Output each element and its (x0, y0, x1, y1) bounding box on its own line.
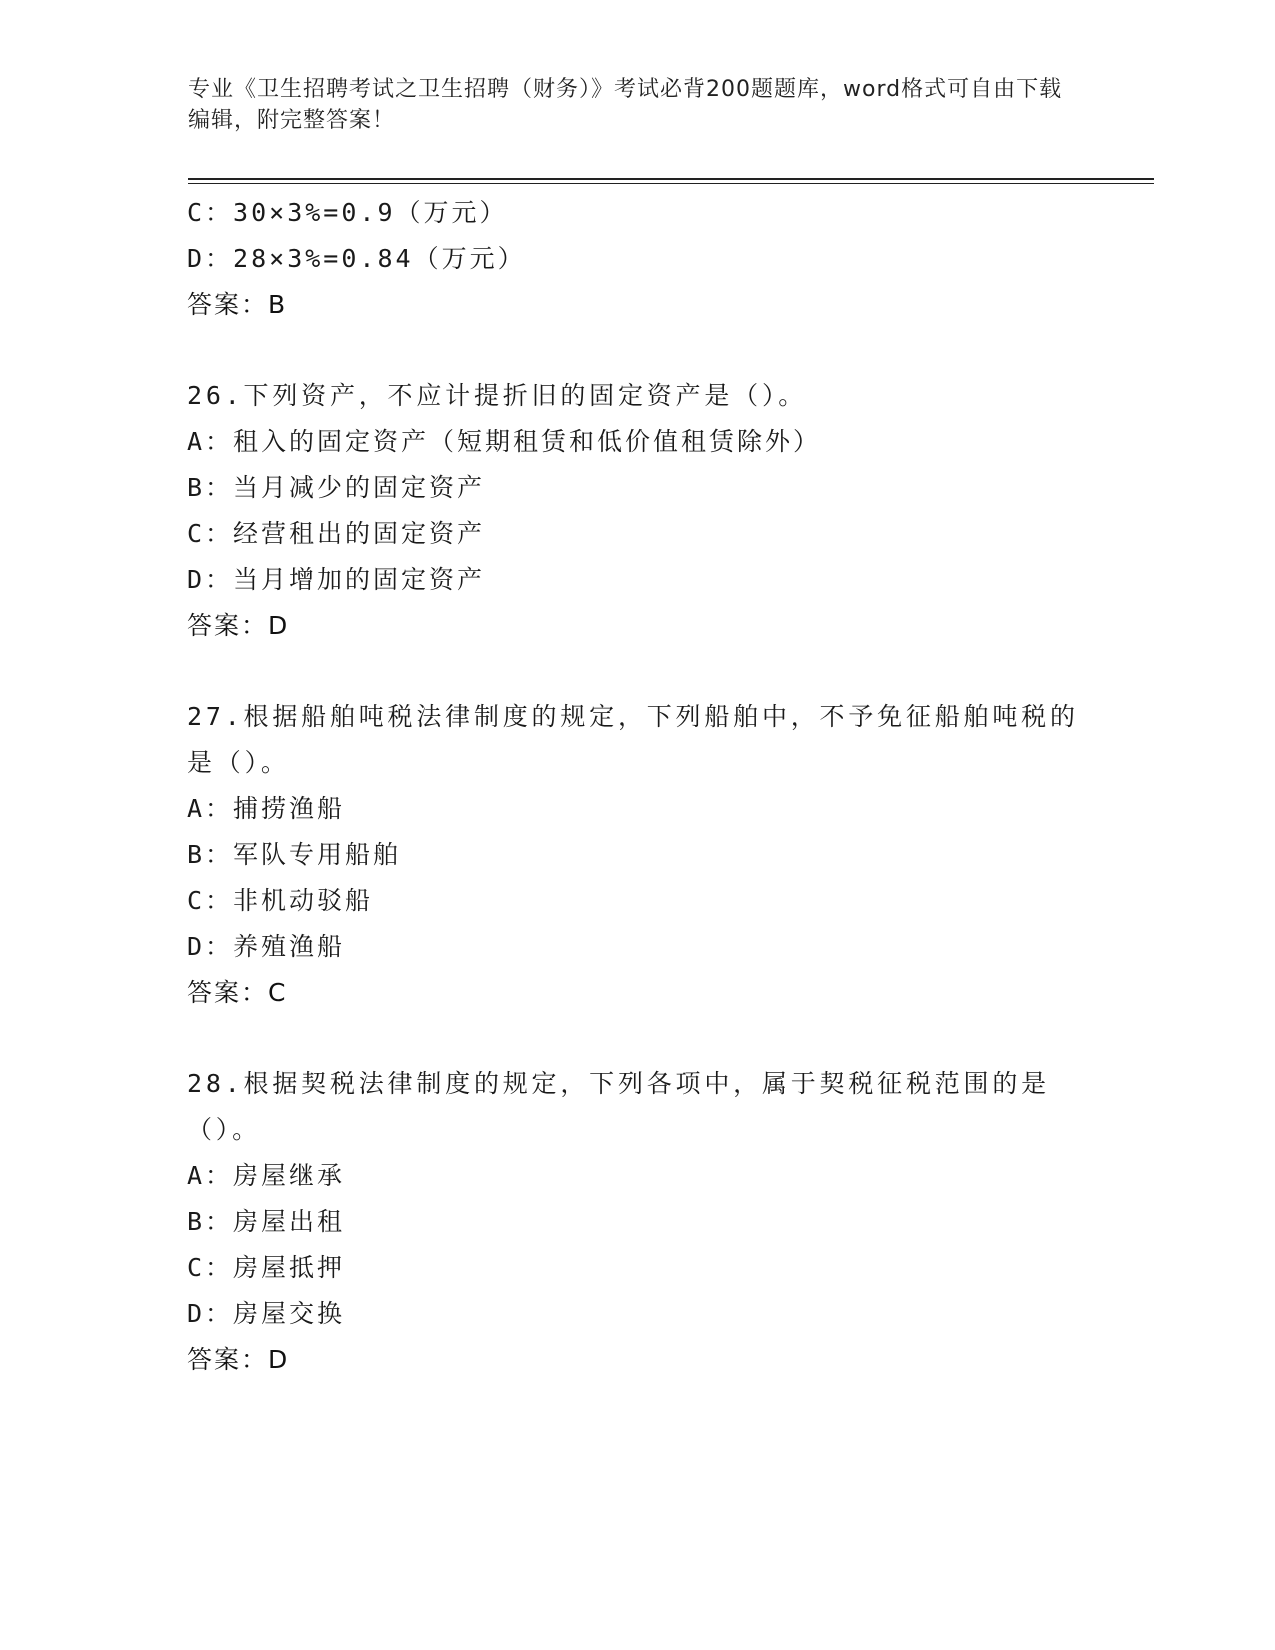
question-text: 26.下列资产，不应计提折旧的固定资产是（）。 (187, 381, 808, 410)
spacer (187, 328, 1087, 373)
option-b: B：当月减少的固定资产 (187, 473, 486, 502)
option-d: D：当月增加的固定资产 (187, 565, 486, 594)
option-c: C：非机动驳船 (187, 886, 374, 915)
spacer (187, 649, 1087, 694)
option-b: B：房屋出租 (187, 1207, 346, 1236)
answer-line: 答案：D (187, 611, 290, 640)
document-header: 专业《卫生招聘考试之卫生招聘（财务）》考试必背200题题库，word格式可自由下载编辑，附完整答案！ (188, 77, 1063, 133)
question-text: 27.根据船舶吨税法律制度的规定，下列船舶中，不予免征船舶吨税的是（）。 (187, 702, 1079, 777)
question-content (187, 190, 1087, 1383)
answer-line: 答案：C (187, 978, 288, 1007)
spacer (187, 1016, 1087, 1061)
option-d: D：养殖渔船 (187, 932, 346, 961)
option-a: A：房屋继承 (187, 1161, 346, 1190)
option-c: C：经营租出的固定资产 (187, 519, 486, 548)
continued-question (187, 190, 1087, 328)
answer-line: 答案：D (187, 1345, 290, 1374)
option-b: B：军队专用船舶 (187, 840, 402, 869)
answer-line: 答案：B (187, 290, 288, 319)
option-a: A：租入的固定资产（短期租赁和低价值租赁除外） (187, 427, 822, 456)
option-c: C：30×3%=0.9（万元） (187, 198, 508, 227)
question-text: 28.根据契税法律制度的规定，下列各项中，属于契税征税范围的是（）。 (187, 1069, 1050, 1144)
option-d: D：28×3%=0.84（万元） (187, 244, 526, 273)
question-28 (187, 1061, 1087, 1383)
question-26 (187, 373, 1087, 649)
option-c: C：房屋抵押 (187, 1253, 346, 1282)
header-divider-thin (188, 183, 1154, 184)
header-divider-thick (188, 178, 1154, 180)
question-27 (187, 694, 1087, 1016)
option-a: A：捕捞渔船 (187, 794, 346, 823)
option-d: D：房屋交换 (187, 1299, 346, 1328)
